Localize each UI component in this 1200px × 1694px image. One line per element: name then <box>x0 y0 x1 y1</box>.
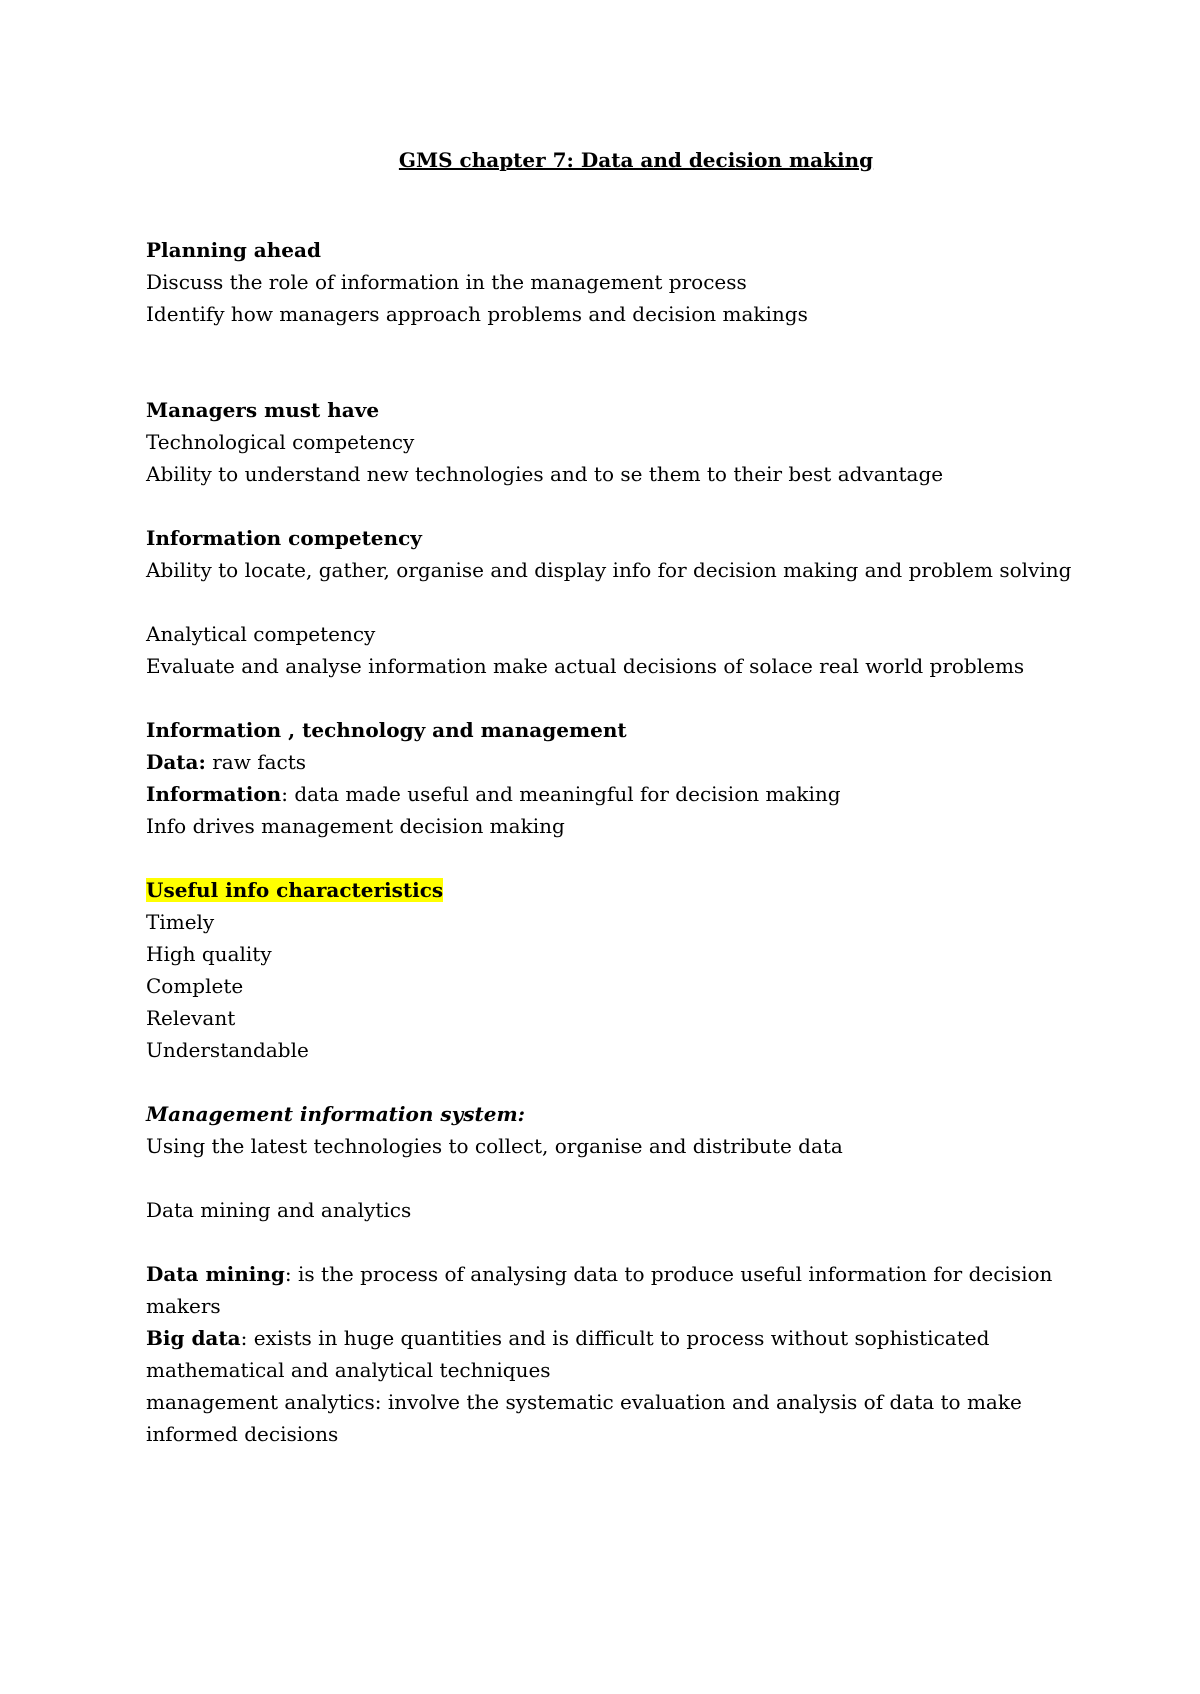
planning-heading: Planning ahead <box>146 238 321 262</box>
planning-line-2: Identify how managers approach problems and decision makings <box>146 302 808 326</box>
document-title: GMS chapter 7: Data and decision making <box>398 148 874 172</box>
document-content <box>146 144 1072 1450</box>
information-definition <box>146 778 1066 810</box>
data-mining-label: Data mining <box>146 1262 285 1286</box>
analytical-line-1: Evaluate and analyse information make actual decisions of solace real world problems <box>146 654 1025 678</box>
mining-heading: Data mining and analytics <box>146 1198 412 1222</box>
spacer <box>146 842 1066 874</box>
information-competency-heading: Information competency <box>146 526 422 550</box>
data-mining-text: : is the process of analysing data to produce useful information for decision makers <box>146 1262 1053 1318</box>
useful-item: Understandable <box>146 1038 309 1062</box>
managers-line-2: Ability to understand new technologies and to se them to their best advantage <box>146 462 944 486</box>
data-definition <box>146 746 1066 778</box>
spacer <box>146 490 1066 522</box>
spacer <box>146 330 1066 394</box>
big-data-definition <box>146 1322 1066 1386</box>
managers-line-1: Technological competency <box>146 430 415 454</box>
information-competency-line-1: Ability to locate, gather, organise and display info for decision making and problem solving <box>146 558 1072 582</box>
useful-item: Complete <box>146 974 244 998</box>
info-drives-line: Info drives management decision making <box>146 814 565 838</box>
spacer <box>146 1066 1066 1098</box>
planning-line-1: Discuss the role of information in the management process <box>146 270 747 294</box>
data-mining-definition <box>146 1258 1066 1322</box>
information-text: : data made useful and meaningful for decision making <box>281 782 841 806</box>
data-text: raw facts <box>205 750 307 774</box>
information-label: Information <box>146 782 282 806</box>
useful-heading: Useful info characteristics <box>146 878 444 902</box>
useful-item: Relevant <box>146 1006 236 1030</box>
spacer <box>146 1162 1066 1194</box>
spacer <box>146 682 1066 714</box>
mis-line: Using the latest technologies to collect, organise and distribute data <box>146 1134 843 1158</box>
management-analytics-definition: management analytics: involve the systematic evaluation and analysis of data to make informed decisions <box>146 1390 1022 1446</box>
info-tech-heading: Information , technology and management <box>146 718 627 742</box>
managers-heading: Managers must have <box>146 398 380 422</box>
analytical-heading: Analytical competency <box>146 622 376 646</box>
mis-heading: Management information system: <box>146 1102 526 1126</box>
spacer <box>146 1226 1066 1258</box>
spacer <box>146 586 1066 618</box>
useful-heading-line <box>146 874 1066 906</box>
big-data-text: : exists in huge quantities and is difficult to process without sophisticated mathematical and analytical techniques <box>146 1326 990 1382</box>
useful-item: High quality <box>146 942 272 966</box>
big-data-label: Big data <box>146 1326 241 1350</box>
useful-item: Timely <box>146 910 215 934</box>
data-label: Data: <box>146 750 206 774</box>
